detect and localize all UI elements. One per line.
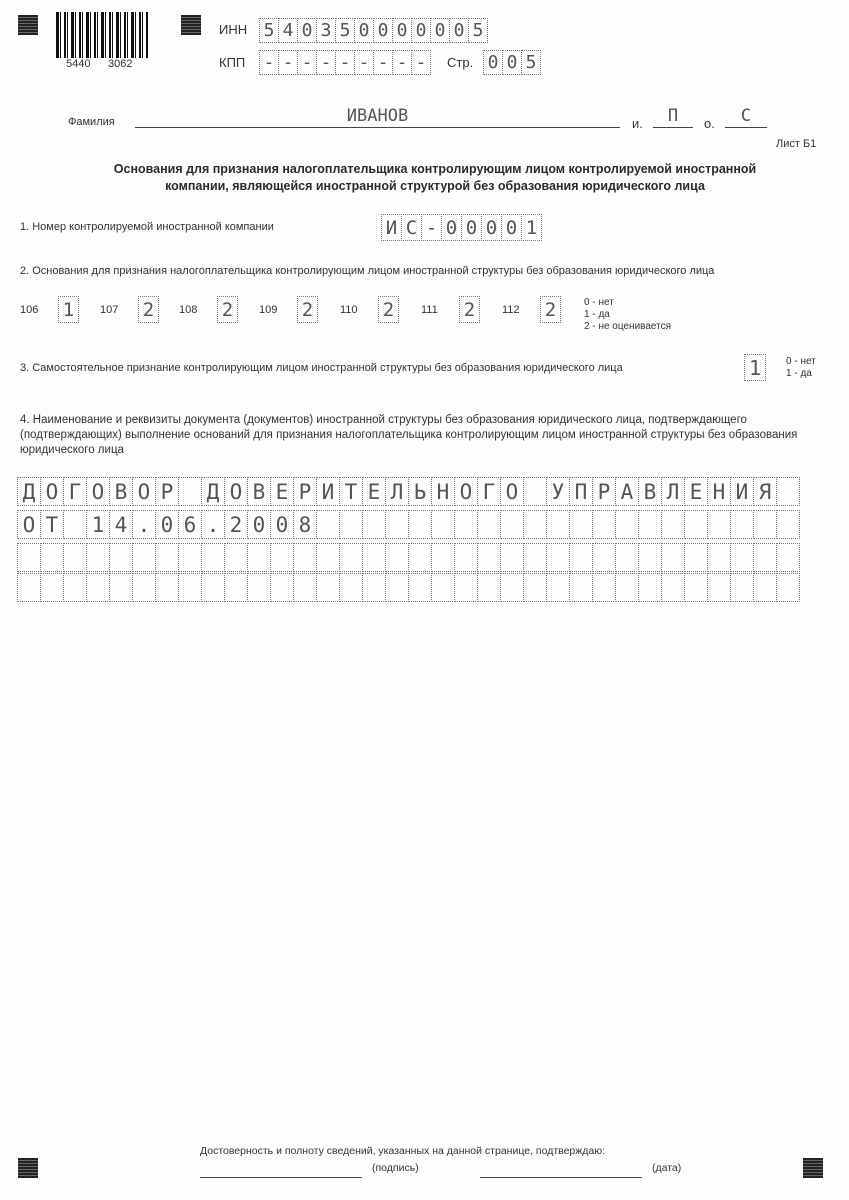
corner-marker-bottom-right xyxy=(803,1158,823,1178)
document-details-cell[interactable] xyxy=(109,573,133,602)
document-details-cell[interactable] xyxy=(385,510,409,539)
kpp-cell[interactable]: - xyxy=(278,50,298,75)
page-number-cell[interactable]: 0 xyxy=(483,50,503,75)
document-details-cell[interactable] xyxy=(293,573,317,602)
s3-legend-yes: 1 - да xyxy=(786,368,812,379)
inn-cell[interactable]: 0 xyxy=(449,18,469,43)
document-details-row[interactable] xyxy=(17,573,799,602)
document-details-cell[interactable] xyxy=(408,510,432,539)
document-details-cell[interactable] xyxy=(155,573,179,602)
document-details-cell[interactable] xyxy=(523,543,547,572)
document-details-cell[interactable]: Р xyxy=(592,477,616,506)
document-details-cell[interactable] xyxy=(247,573,271,602)
inn-cell[interactable]: 0 xyxy=(297,18,317,43)
criterion-value-cell[interactable]: 2 xyxy=(540,296,561,323)
criterion-code-label: 106 xyxy=(20,304,39,316)
document-details-cell[interactable] xyxy=(776,543,800,572)
document-details-cell[interactable] xyxy=(546,573,570,602)
company-number-cell[interactable]: И xyxy=(381,214,402,241)
kpp-field[interactable] xyxy=(259,50,430,75)
document-details-cell[interactable] xyxy=(431,510,455,539)
document-details-cell[interactable] xyxy=(661,510,685,539)
document-details-cell[interactable]: О xyxy=(500,477,524,506)
company-number-cell[interactable]: 0 xyxy=(481,214,502,241)
document-details-cell[interactable] xyxy=(546,543,570,572)
inn-cell[interactable]: 0 xyxy=(411,18,431,43)
initial-first-value[interactable]: П xyxy=(667,106,679,126)
document-details-cell[interactable] xyxy=(523,477,547,506)
barcode xyxy=(56,12,148,58)
document-details-cell[interactable]: Н xyxy=(431,477,455,506)
document-details-cell[interactable] xyxy=(569,510,593,539)
document-details-cell[interactable] xyxy=(316,573,340,602)
document-details-cell[interactable] xyxy=(500,543,524,572)
document-details-cell[interactable]: Р xyxy=(155,477,179,506)
document-details-cell[interactable]: В xyxy=(247,477,271,506)
document-details-cell[interactable]: Г xyxy=(63,477,87,506)
document-details-cell[interactable] xyxy=(753,543,777,572)
document-details-cell[interactable] xyxy=(523,573,547,602)
document-details-cell[interactable] xyxy=(40,573,64,602)
criterion-value-cell[interactable]: 1 xyxy=(58,296,79,323)
company-number-cell[interactable]: 0 xyxy=(441,214,462,241)
document-details-cell[interactable]: 8 xyxy=(293,510,317,539)
document-details-cell[interactable] xyxy=(615,543,639,572)
document-details-cell[interactable] xyxy=(385,573,409,602)
document-details-cell[interactable] xyxy=(385,543,409,572)
page-label: Стр. xyxy=(447,55,474,70)
company-number-cell[interactable]: 0 xyxy=(501,214,522,241)
document-details-cell[interactable]: Т xyxy=(339,477,363,506)
inn-field[interactable] xyxy=(259,18,487,43)
inn-cell[interactable]: 0 xyxy=(373,18,393,43)
section4-label: 4. Наименование и реквизиты документа (документов) иностранной структуры без образования юридического лица, подтверждающего (подтверждающих) выполнение оснований для признания налогоплательщика контролирующим лицом иностранной структуры без образования юридического лица xyxy=(20,414,798,456)
document-details-cell[interactable] xyxy=(178,543,202,572)
document-details-cell[interactable] xyxy=(661,573,685,602)
inn-cell[interactable]: 5 xyxy=(335,18,355,43)
document-details-cell[interactable] xyxy=(707,573,731,602)
criterion-code-label: 109 xyxy=(259,304,278,316)
document-details-cell[interactable]: . xyxy=(201,510,225,539)
document-details-cell[interactable] xyxy=(339,573,363,602)
document-details-row[interactable] xyxy=(17,477,799,506)
barcode-number-left: 5440 xyxy=(66,58,91,70)
criterion-code-label: 108 xyxy=(179,304,198,316)
document-details-cell[interactable] xyxy=(362,543,386,572)
kpp-cell[interactable]: - xyxy=(259,50,279,75)
document-details-cell[interactable]: О xyxy=(86,477,110,506)
page-number-cell[interactable]: 5 xyxy=(521,50,541,75)
document-details-cell[interactable] xyxy=(776,573,800,602)
document-details-cell[interactable] xyxy=(707,510,731,539)
document-details-cell[interactable] xyxy=(454,543,478,572)
section2-label: 2. Основания для признания налогоплательщика контролирующим лицом иностранной структуры без образования юридического лица xyxy=(20,265,715,277)
document-details-cell[interactable] xyxy=(316,510,340,539)
criterion-value-cell[interactable]: 2 xyxy=(138,296,159,323)
company-number-field[interactable] xyxy=(381,214,541,241)
document-details-cell[interactable] xyxy=(201,543,225,572)
date-line[interactable] xyxy=(480,1162,642,1178)
document-details-cell[interactable] xyxy=(569,573,593,602)
document-details-cell[interactable]: Я xyxy=(753,477,777,506)
company-number-cell[interactable]: 1 xyxy=(521,214,542,241)
document-details-cell[interactable]: 6 xyxy=(178,510,202,539)
document-details-cell[interactable]: 0 xyxy=(155,510,179,539)
document-details-cell[interactable] xyxy=(684,510,708,539)
document-details-cell[interactable] xyxy=(339,510,363,539)
inn-cell[interactable]: 0 xyxy=(430,18,450,43)
document-details-cell[interactable] xyxy=(730,573,754,602)
document-details-cell[interactable] xyxy=(730,543,754,572)
kpp-cell[interactable]: - xyxy=(316,50,336,75)
document-details-cell[interactable] xyxy=(477,510,501,539)
document-details-cell[interactable] xyxy=(408,543,432,572)
page-number-cell[interactable]: 0 xyxy=(502,50,522,75)
document-details-cell[interactable] xyxy=(178,477,202,506)
document-details-cell[interactable] xyxy=(224,573,248,602)
inn-cell[interactable]: 0 xyxy=(392,18,412,43)
self-recognition-cell[interactable]: 1 xyxy=(744,354,766,381)
page-number-field[interactable] xyxy=(483,50,540,75)
document-details-cell[interactable] xyxy=(270,543,294,572)
document-details-cell[interactable] xyxy=(17,543,41,572)
document-details-cell[interactable]: Н xyxy=(707,477,731,506)
corner-marker-top-right xyxy=(181,15,201,35)
document-details-cell[interactable] xyxy=(454,510,478,539)
document-details-cell[interactable] xyxy=(431,573,455,602)
document-details-cell[interactable] xyxy=(477,543,501,572)
document-details-cell[interactable] xyxy=(684,573,708,602)
document-details-cell[interactable]: Д xyxy=(17,477,41,506)
document-details-cell[interactable] xyxy=(339,543,363,572)
criterion-value-cell[interactable]: 2 xyxy=(297,296,318,323)
document-details-cell[interactable] xyxy=(661,543,685,572)
inn-label: ИНН xyxy=(219,22,248,37)
kpp-cell[interactable]: - xyxy=(297,50,317,75)
barcode-number-right: 3062 xyxy=(108,58,133,70)
legend-not-evaluated: 2 - не оценивается xyxy=(584,321,672,332)
document-details-cell[interactable] xyxy=(477,573,501,602)
document-details-cell[interactable] xyxy=(638,543,662,572)
document-details-cell[interactable] xyxy=(293,543,317,572)
date-label: (дата) xyxy=(652,1162,682,1174)
document-details-cell[interactable]: Л xyxy=(385,477,409,506)
initial-patronymic-value[interactable]: С xyxy=(740,106,752,126)
document-details-cell[interactable] xyxy=(776,510,800,539)
document-details-cell[interactable]: . xyxy=(132,510,156,539)
document-details-cell[interactable]: В xyxy=(109,477,133,506)
criterion-value-cell[interactable]: 2 xyxy=(217,296,238,323)
document-details-cell[interactable]: О xyxy=(224,477,248,506)
document-details-cell[interactable] xyxy=(63,573,87,602)
document-details-cell[interactable] xyxy=(753,510,777,539)
company-number-cell[interactable]: 0 xyxy=(461,214,482,241)
document-details-cell[interactable]: О xyxy=(17,510,41,539)
document-details-cell[interactable] xyxy=(684,543,708,572)
document-details-cell[interactable]: Г xyxy=(477,477,501,506)
inn-cell[interactable]: 0 xyxy=(354,18,374,43)
section2-legend xyxy=(584,297,671,333)
document-details-row[interactable] xyxy=(17,510,799,539)
corner-marker-bottom-left xyxy=(18,1158,38,1178)
document-details-cell[interactable]: 2 xyxy=(224,510,248,539)
document-details-cell[interactable] xyxy=(592,573,616,602)
document-details-cell[interactable] xyxy=(132,543,156,572)
kpp-label: КПП xyxy=(219,55,246,70)
document-details-cell[interactable] xyxy=(638,510,662,539)
document-details-cell[interactable]: Е xyxy=(270,477,294,506)
document-details-cell[interactable] xyxy=(592,543,616,572)
section3-legend xyxy=(786,356,816,380)
kpp-cell[interactable]: - xyxy=(373,50,393,75)
document-details-cell[interactable] xyxy=(707,543,731,572)
document-details-cell[interactable] xyxy=(730,510,754,539)
document-details-cell[interactable] xyxy=(362,510,386,539)
corner-marker-top-left xyxy=(18,15,38,35)
document-details-cell[interactable] xyxy=(615,573,639,602)
document-details-cell[interactable] xyxy=(523,510,547,539)
document-details-cell[interactable] xyxy=(362,573,386,602)
document-details-cell[interactable] xyxy=(592,510,616,539)
document-details-cell[interactable] xyxy=(638,573,662,602)
signature-label: (подпись) xyxy=(372,1162,419,1174)
document-details-cell[interactable]: Д xyxy=(201,477,225,506)
inn-cell[interactable]: 5 xyxy=(468,18,488,43)
document-details-cell[interactable]: Ь xyxy=(408,477,432,506)
initial-first-label: и. xyxy=(632,116,643,131)
criterion-code-label: 110 xyxy=(340,304,358,316)
company-number-cell[interactable]: - xyxy=(421,214,442,241)
document-details-cell[interactable]: Е xyxy=(362,477,386,506)
document-details-cell[interactable] xyxy=(40,543,64,572)
inn-cell[interactable]: 3 xyxy=(316,18,336,43)
document-details-cell[interactable] xyxy=(155,543,179,572)
document-details-cell[interactable]: О xyxy=(454,477,478,506)
document-details-cell[interactable]: Л xyxy=(661,477,685,506)
title-line-1: Основания для признания налогоплательщика контролирующим лицом контролируемой иностранной xyxy=(113,162,757,176)
document-details-cell[interactable]: 0 xyxy=(247,510,271,539)
document-details-cell[interactable]: И xyxy=(730,477,754,506)
document-details-cell[interactable]: Е xyxy=(684,477,708,506)
document-details-cell[interactable] xyxy=(63,510,87,539)
document-details-cell[interactable] xyxy=(454,573,478,602)
legend-no: 0 - нет xyxy=(584,297,614,308)
document-details-cell[interactable] xyxy=(546,510,570,539)
surname-value[interactable]: ИВАНОВ xyxy=(346,106,409,126)
document-details-cell[interactable]: Р xyxy=(293,477,317,506)
section1-label: 1. Номер контролируемой иностранной компании xyxy=(20,221,274,233)
document-details-cell[interactable] xyxy=(500,510,524,539)
document-details-cell[interactable] xyxy=(776,477,800,506)
document-details-cell[interactable] xyxy=(178,573,202,602)
document-details-cell[interactable] xyxy=(615,510,639,539)
document-details-cell[interactable] xyxy=(224,543,248,572)
kpp-cell[interactable]: - xyxy=(411,50,431,75)
document-details-cell[interactable] xyxy=(201,573,225,602)
document-details-cell[interactable] xyxy=(500,573,524,602)
document-details-cell[interactable]: 4 xyxy=(109,510,133,539)
kpp-cell[interactable]: - xyxy=(354,50,374,75)
kpp-cell[interactable]: - xyxy=(392,50,412,75)
document-details-cell[interactable]: И xyxy=(316,477,340,506)
document-details-cell[interactable] xyxy=(132,573,156,602)
document-details-cell[interactable] xyxy=(431,543,455,572)
document-details-cell[interactable] xyxy=(109,543,133,572)
initial-patronymic-label: о. xyxy=(704,116,715,131)
document-details-cell[interactable]: 1 xyxy=(86,510,110,539)
self-recognition-field[interactable] xyxy=(744,354,765,381)
document-details-cell[interactable] xyxy=(753,573,777,602)
document-details-cell[interactable]: О xyxy=(132,477,156,506)
s3-legend-no: 0 - нет xyxy=(786,356,816,367)
document-details-cell[interactable]: П xyxy=(569,477,593,506)
document-details-cell[interactable] xyxy=(316,543,340,572)
document-details-cell[interactable] xyxy=(86,543,110,572)
section-title xyxy=(40,161,830,195)
inn-cell[interactable]: 5 xyxy=(259,18,279,43)
document-details-cell[interactable] xyxy=(63,543,87,572)
document-details-cell[interactable] xyxy=(86,573,110,602)
company-number-cell[interactable]: С xyxy=(401,214,422,241)
section3-label: 3. Самостоятельное признание контролирующим лицом иностранной структуры без образования юридического лица xyxy=(20,362,623,374)
signature-line[interactable] xyxy=(200,1162,362,1178)
kpp-cell[interactable]: - xyxy=(335,50,355,75)
document-details-cell[interactable] xyxy=(270,573,294,602)
title-line-2: компании, являющейся иностранной структурой без образования юридического лица xyxy=(165,179,705,193)
document-details-cell[interactable]: О xyxy=(40,477,64,506)
confirm-text: Достоверность и полноту сведений, указанных на данной странице, подтверждаю: xyxy=(200,1145,606,1157)
document-details-cell[interactable] xyxy=(17,573,41,602)
criterion-code-label: 107 xyxy=(100,304,119,316)
document-details-cell[interactable]: 0 xyxy=(270,510,294,539)
criterion-value-cell[interactable]: 2 xyxy=(459,296,480,323)
document-details-cell[interactable] xyxy=(408,573,432,602)
document-details-cell[interactable] xyxy=(569,543,593,572)
document-details-cell[interactable] xyxy=(247,543,271,572)
document-details-row[interactable] xyxy=(17,543,799,572)
document-details-cell[interactable]: В xyxy=(638,477,662,506)
criterion-value-cell[interactable]: 2 xyxy=(378,296,399,323)
inn-cell[interactable]: 4 xyxy=(278,18,298,43)
legend-yes: 1 - да xyxy=(584,309,610,320)
criterion-code-label: 111 xyxy=(421,304,438,316)
sheet-label: Лист Б1 xyxy=(776,138,817,150)
document-details-cell[interactable]: У xyxy=(546,477,570,506)
surname-label: Фамилия xyxy=(68,116,115,128)
document-details-cell[interactable]: Т xyxy=(40,510,64,539)
criterion-code-label: 112 xyxy=(502,304,520,316)
document-details-cell[interactable]: А xyxy=(615,477,639,506)
